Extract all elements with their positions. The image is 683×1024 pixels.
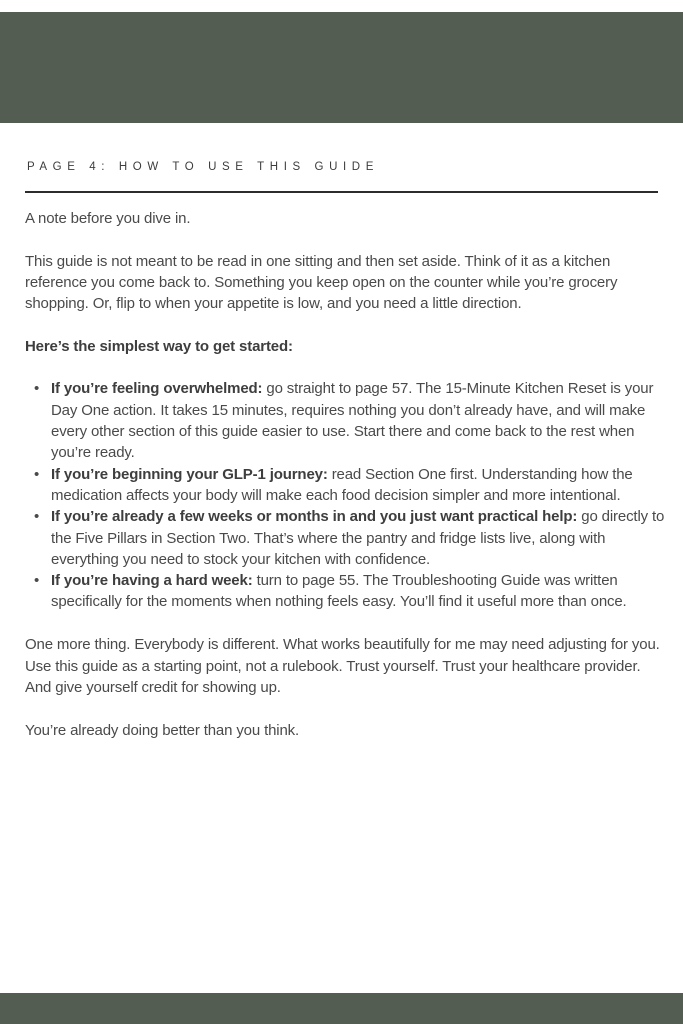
list-item <box>51 570 665 613</box>
list-item <box>51 378 665 463</box>
footer-color-band <box>0 993 683 1024</box>
steps-heading: Here’s the simplest way to get started: <box>25 338 293 356</box>
intro-line: A note before you dive in. <box>25 210 191 227</box>
list-item <box>51 464 665 507</box>
page-content <box>25 208 665 741</box>
list-item <box>51 506 665 570</box>
step-lead: If you’re having a hard week: <box>51 572 253 590</box>
header-color-band <box>0 12 683 123</box>
step-lead: If you’re beginning your GLP-1 journey: <box>51 465 328 483</box>
step-lead: If you’re feeling overwhelmed: <box>51 380 263 398</box>
step-text: go straight to page 57. The 15-Minute Kitchen Reset is your Day One action. It takes 15 minutes, requires nothing you don’t already have, and will make every other section of this guide easier to use. Start there and come back to the rest when you’re ready. <box>51 380 654 462</box>
steps-list <box>25 378 665 612</box>
step-text: go directly to the Five Pillars in Section Two. That’s where the pantry and fridge lists live, along with everything you need to stock your kitchen with confidence. <box>51 508 665 568</box>
closing-line: You’re already doing better than you think. <box>25 721 300 739</box>
paragraph-1: This guide is not meant to be read in one sitting and then set aside. Think of it as a kitchen reference you come back to. Something you keep open on the counter while you’re grocery shopping. Or, flip to when your appetite is low, and you need a little direction. <box>25 252 618 313</box>
heading-divider <box>25 191 658 193</box>
paragraph-2: One more thing. Everybody is different. What works beautifully for me may need adjusting for you. Use this guide as a starting point, not a rulebook. Trust yourself. Trust your healthcare provider. And give yourself credit for showing up. <box>25 636 660 696</box>
step-text: turn to page 55. The Troubleshooting Guide was written specifically for the moments when nothing feels easy. You’ll find it useful more than once. <box>51 572 627 611</box>
step-text: read Section One first. Understanding how the medication affects your body will make each food decision simpler and more intentional. <box>51 465 633 504</box>
step-lead: If you’re already a few weeks or months in and you just want practical help: <box>51 508 578 526</box>
page-heading: PAGE 4: HOW TO USE THIS GUIDE <box>27 161 379 173</box>
